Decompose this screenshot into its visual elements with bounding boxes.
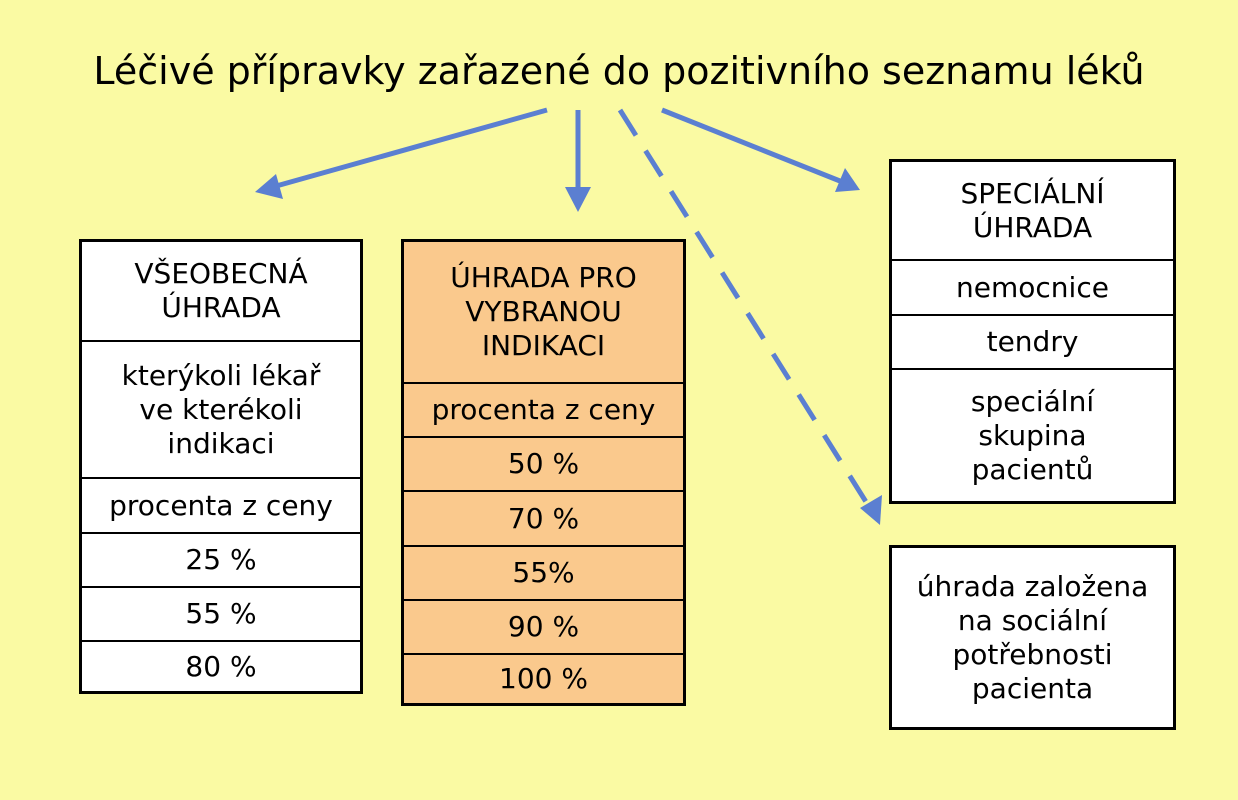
indication-row-100: 100 % — [404, 653, 683, 703]
indication-row-55: 55% — [404, 545, 683, 599]
social-need-box — [889, 545, 1176, 730]
special-row-tenders: tendry — [892, 314, 1173, 368]
arrow-to-general — [255, 110, 547, 199]
indication-reimbursement-box — [401, 239, 686, 706]
general-row-any-doctor: kterýkoli lékař ve kterékoli indikaci — [82, 340, 360, 477]
special-row-hospital: nemocnice — [892, 259, 1173, 314]
general-reimbursement-box — [79, 239, 363, 694]
arrow-to-special — [662, 110, 860, 192]
general-row-80: 80 % — [82, 640, 360, 691]
social-need-text: úhrada založena na sociální potřebnosti pacienta — [916, 569, 1149, 705]
general-row-55: 55 % — [82, 586, 360, 640]
special-header: SPECIÁLNÍ ÚHRADA — [960, 176, 1105, 244]
special-row-patient-group: speciální skupina pacientů — [892, 368, 1173, 501]
general-row-percent-label: procenta z ceny — [82, 477, 360, 532]
indication-row-70: 70 % — [404, 490, 683, 545]
special-reimbursement-box — [889, 159, 1176, 504]
general-row-25: 25 % — [82, 532, 360, 586]
indication-header: ÚHRADA PRO VYBRANOU INDIKACI — [450, 261, 637, 362]
indication-row-90: 90 % — [404, 599, 683, 653]
indication-row-percent-label: procenta z ceny — [404, 382, 683, 436]
general-header: VŠEOBECNÁ ÚHRADA — [134, 257, 308, 324]
arrow-to-indication — [565, 110, 591, 212]
diagram-title: Léčivé přípravky zařazené do pozitivního seznamu léků — [93, 49, 1145, 93]
indication-row-50: 50 % — [404, 436, 683, 490]
